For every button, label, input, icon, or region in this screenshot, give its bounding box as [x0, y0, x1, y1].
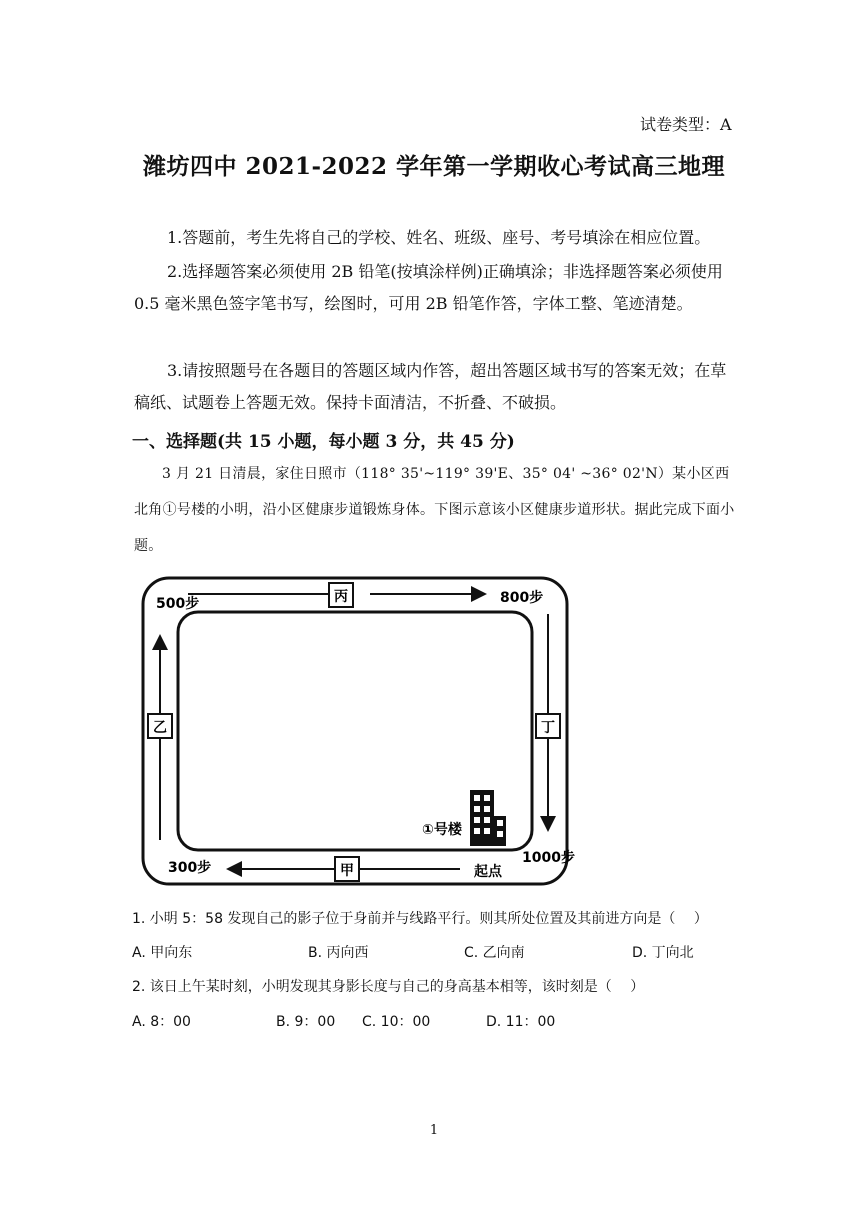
question-intro: 3 月 21 日清晨，家住日照市（118° 35'~119° 39'E、35° 04' ~36° 02'N）某小区西北角①号楼的小明，沿小区健康步道锻炼身体。下图示意该小区健康步道形状。据此完成下面小题。: [134, 466, 735, 554]
exam-title: 潍坊四中 2021-2022 学年第一学期收心考试高三地理: [142, 153, 726, 180]
path-diagram: [140, 570, 576, 890]
question-1-text: 1. 小明 5：58 发现自己的影子位于身前并与线路平行。则其所处位置及其前进方向是（ ）: [132, 911, 708, 927]
q1-option-a[interactable]: A. 甲向东: [132, 945, 193, 961]
walking-path-figure: [140, 570, 576, 890]
q2-option-c[interactable]: C. 10：00: [362, 1014, 431, 1030]
q2-option-b[interactable]: B. 9：00: [276, 1014, 336, 1030]
instruction-3: 3.请按照题号在各题目的答题区域内作答，超出答题区域书写的答案无效；在草稿纸、试题卷上答题无效。保持卡面清洁，不折叠、不破损。: [134, 361, 727, 412]
instruction-1: 1.答题前，考生先将自己的学校、姓名、班级、座号、考号填涂在相应位置。: [167, 228, 711, 247]
q1-option-b[interactable]: B. 丙向西: [308, 945, 369, 961]
question-2-text: 2. 该日上午某时刻，小明发现其身影长度与自己的身高基本相等，该时刻是（ ）: [132, 979, 645, 995]
q1-option-d[interactable]: D. 丁向北: [632, 945, 694, 961]
steps-300-label: 300步: [168, 860, 212, 876]
q2-option-a[interactable]: A. 8：00: [132, 1014, 191, 1030]
section-title: 一、选择题(共 15 小题，每小题 3 分，共 45 分): [132, 432, 515, 452]
label-jia: 甲: [340, 863, 354, 879]
q2-option-d[interactable]: D. 11：00: [486, 1014, 556, 1030]
steps-500-label: 500步: [156, 596, 200, 612]
label-yi: 乙: [153, 720, 167, 736]
q1-option-c[interactable]: C. 乙向南: [464, 945, 525, 961]
label-ding: 丁: [541, 720, 555, 736]
start-point-label: 起点: [474, 864, 502, 880]
building-icon: [470, 790, 506, 846]
building-label: ①号楼: [422, 822, 462, 838]
page-number: 1: [429, 1123, 439, 1138]
paper-type-label: 试卷类型：A: [640, 115, 732, 134]
label-bing: 丙: [334, 589, 348, 605]
steps-1000-label: 1000步: [522, 850, 575, 866]
steps-800-label: 800步: [500, 590, 544, 606]
instruction-2: 2.选择题答案必须使用 2B 铅笔(按填涂样例)正确填涂；非选择题答案必须使用 0.5 毫米黑色签字笔书写，绘图时，可用 2B 铅笔作答，字体工整、笔迹清楚。: [134, 262, 723, 313]
